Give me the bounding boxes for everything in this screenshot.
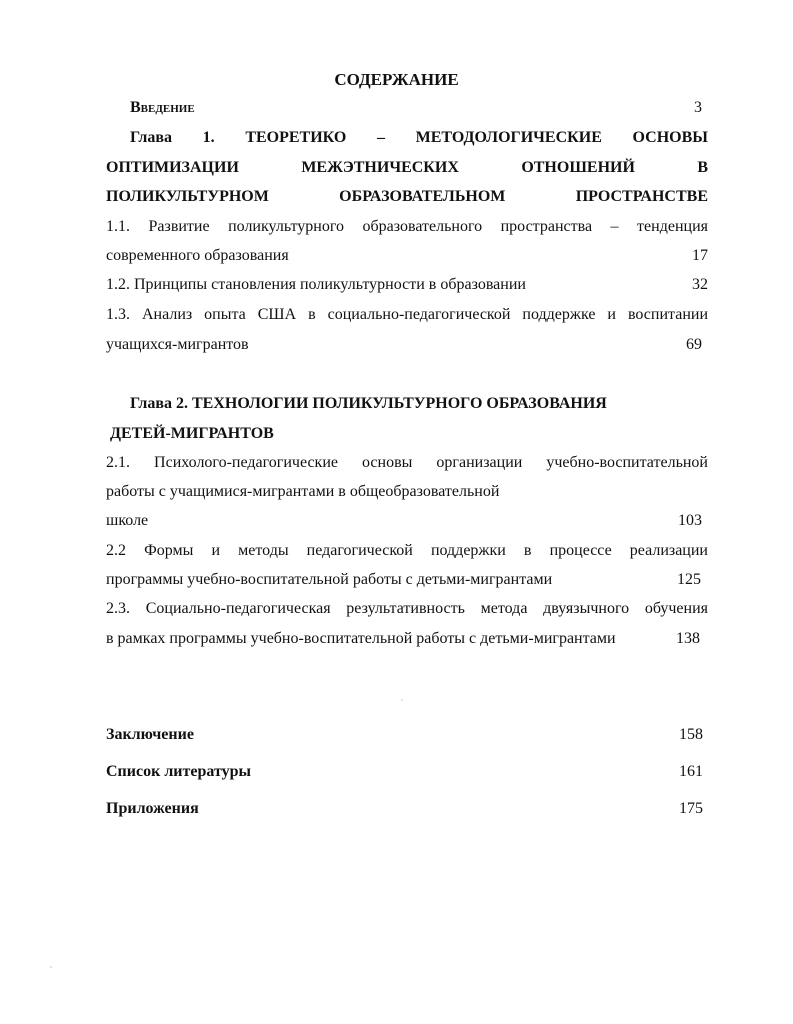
scan-speck xyxy=(50,966,52,968)
toc-page-number: 175 xyxy=(679,800,703,817)
page-title: СОДЕРЖАНИЕ xyxy=(334,70,459,89)
toc-entry-label: Заключение xyxy=(106,726,194,743)
toc-entry-text: современного образования xyxy=(106,247,289,264)
toc-page-number: 158 xyxy=(679,726,703,743)
chapter-1-title-line-3: ПОЛИКУЛЬТУРНОМ ОБРАЗОВАТЕЛЬНОМ ПРОСТРАНСТВЕ xyxy=(106,188,708,205)
toc-page-number: 32 xyxy=(692,276,708,293)
scan-speck xyxy=(401,699,403,701)
toc-page-number: 138 xyxy=(676,630,700,647)
section-2-1-line-3 xyxy=(106,511,702,531)
toc-page-number: 17 xyxy=(692,247,708,264)
section-2-1-line-1: 2.1. Психолого-педагогические основы организации учебно-воспитательной xyxy=(106,454,708,471)
section-1-3-line-1: 1.3. Анализ опыта США в социально-педагогической поддержке и воспитании xyxy=(106,306,708,323)
toc-entry-references xyxy=(106,762,703,782)
toc-page-number: 69 xyxy=(686,336,702,353)
toc-page-number: 125 xyxy=(677,571,701,588)
toc-page-number: 103 xyxy=(678,512,702,529)
toc-entry-text: программы учебно-воспитательной работы с детьми-мигрантами xyxy=(106,571,553,588)
section-2-3-line-2 xyxy=(106,629,700,649)
toc-entry-text: учащихся-мигрантов xyxy=(106,336,249,353)
toc-page-number: 3 xyxy=(694,99,702,116)
toc-entry-conclusion xyxy=(106,725,703,745)
toc-entry-text: школе xyxy=(106,512,149,529)
toc-entry-label: Приложения xyxy=(106,800,199,817)
section-1-1-line-2 xyxy=(106,246,708,266)
section-2-3-line-1: 2.3. Социально-педагогическая результативность метода двуязычного обучения xyxy=(106,600,708,617)
section-2-2-line-2 xyxy=(106,570,701,590)
toc-entry-text: в рамках программы учебно-воспитательной работы с детьми-мигрантами xyxy=(106,630,616,647)
chapter-2-title-line-1: Глава 2. ТЕХНОЛОГИИ ПОЛИКУЛЬТУРНОГО ОБРАЗОВАНИЯ xyxy=(130,395,607,412)
chapter-2-title-line-2: ДЕТЕЙ-МИГРАНТОВ xyxy=(110,425,274,442)
section-1-2 xyxy=(106,275,708,295)
toc-entry-label: Список литературы xyxy=(106,763,251,780)
toc-entry-label: Введение xyxy=(130,99,195,116)
chapter-1-title-line-2: ОПТИМИЗАЦИИ МЕЖЭТНИЧЕСКИХ ОТНОШЕНИЙ В xyxy=(106,159,708,176)
toc-page-number: 161 xyxy=(679,763,703,780)
toc-entry-appendices xyxy=(106,799,703,819)
section-1-3-line-2 xyxy=(106,335,702,355)
section-1-1-line-1: 1.1. Развитие поликультурного образовательного пространства – тенденция xyxy=(106,218,708,235)
section-2-1-line-2: работы с учащимися-мигрантами в общеобразовательной xyxy=(106,483,500,500)
toc-entry-text: 1.2. Принципы становления поликультурности в образовании xyxy=(106,276,526,293)
toc-entry-intro xyxy=(130,98,702,118)
section-2-2-line-1: 2.2 Формы и методы педагогической поддержки в процессе реализации xyxy=(106,542,708,559)
chapter-1-title-line-1: Глава 1. ТЕОРЕТИКО – МЕТОДОЛОГИЧЕСКИЕ ОСНОВЫ xyxy=(130,129,708,146)
